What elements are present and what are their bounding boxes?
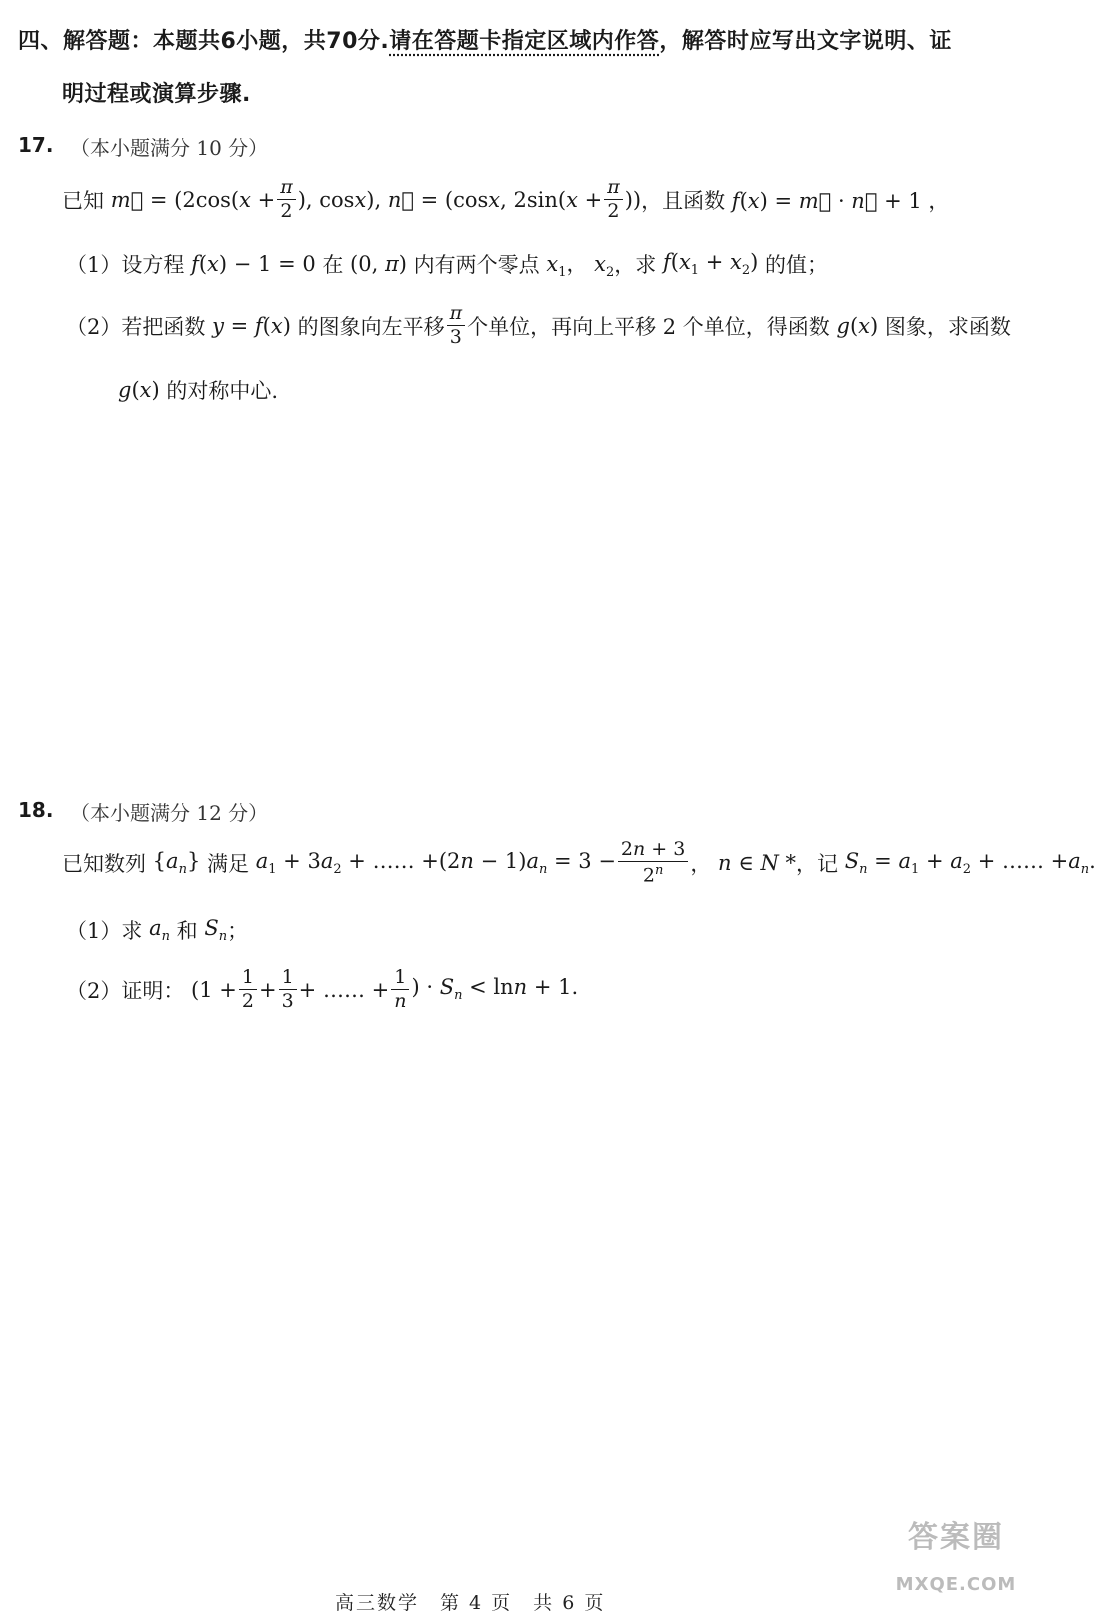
q18-given-prefix: 已知数列 (62, 851, 146, 876)
pi-over-3-fraction: $\frac{\pi}{3}$ (447, 304, 466, 347)
q17-given-suffix: ，且函数 (641, 188, 726, 213)
q17-part2-line2-text: 的对称中心. (166, 379, 279, 403)
q17-score: （本小题满分 10 分） (70, 136, 269, 160)
section-heading-part-b: 请在答题卡指定区域内作答 (389, 29, 660, 54)
q17-part1-label: （1）设方程 (66, 253, 185, 278)
watermark-line1: 答案圈 (908, 1520, 1004, 1555)
q18-given-mid: 满足 (207, 851, 249, 876)
q17-part1-mid2: 内有两个零点 (413, 253, 540, 278)
q17-number: 17. (18, 133, 54, 157)
q18-part1-label: （1）求 (66, 919, 143, 943)
q17-part2-mid1: 的图象向左平移 (297, 314, 445, 339)
q17-part2-mid2: 个单位，再向上平移 2 个单位，得函数 (467, 314, 830, 339)
q17-part1-mid1: 在 (322, 253, 344, 278)
one-over-n-fraction: $\frac{1}{n}$ (391, 968, 409, 1011)
q17-part2-end: 图象，求函数 (884, 314, 1011, 339)
q17-part2-line2: g(x) 的对称中心. (118, 375, 278, 405)
section-heading-part-a: 四、解答题：本题共6小题，共70分. (18, 29, 390, 54)
one-half-fraction: $\frac{1}{2}$ (239, 968, 257, 1011)
q18-score: （本小题满分 12 分） (70, 801, 269, 825)
one-third-fraction: $\frac{1}{3}$ (279, 968, 297, 1011)
watermark-line2: MXQE.COM (895, 1574, 1017, 1595)
watermark (882, 1512, 1030, 1595)
q18-part1-end: ； (227, 919, 249, 943)
q18-number: 18. (18, 798, 54, 822)
q17-part1: （1）设方程 f(x) − 1 = 0 在 (0, π) 内有两个零点 $x_1$， $x_2$ ，求 $f(x_1 + x_2)$ 的值； (66, 250, 829, 281)
q18-given: 已知数列 $\{a_n\}$ 满足 $a_1 + 3a_2$ + …… $+(2n - 1)a_n = 3$ − $\frac{2n + 3}{2^n}$ ， n ∈ N * ，记 $S_n = a_1 + a_2$ + …… $+a_n$. (62, 838, 1096, 887)
q18-part1: （1）求 $a_n$ 和 $S_n$ ； (66, 915, 249, 945)
pi-over-2-fraction: $\frac{\pi}{2}$ (277, 178, 296, 221)
q18-part2: （2）证明： (1 + $\frac{1}{2}$ + $\frac{1}{3}$ + …… + $\frac{1}{n}$ ) · $S_n < \ln n + 1$. (66, 966, 579, 1012)
pi-over-2-fraction-2: $\frac{\pi}{2}$ (604, 178, 623, 221)
q18-given-mid2: ， (690, 851, 712, 876)
sequence-fraction: $\frac{2n + 3}{2^n}$ (618, 840, 688, 885)
q18-part1-and: 和 (176, 919, 198, 943)
q17-given: 已知 m⃗ = (2cos(x + $\frac{\pi}{2}$ ), cosx), n⃗ = (cosx, 2sin(x + $\frac{\pi}{2}$ )) ，且函数 f(x) = m⃗ · n⃗ + 1 ， (62, 176, 950, 222)
q18-given-mid3: ，记 (796, 851, 839, 876)
q18-part2-label: （2）证明： (66, 978, 185, 1003)
q17-part1-end: 的值； (765, 253, 829, 278)
q17-part1-mid3: ，求 (614, 253, 657, 278)
section-heading-part-c: ，解答时应写出文字说明、证 (659, 29, 952, 54)
page-footer: 高三数学 第 4 页 共 6 页 (335, 1592, 606, 1614)
q17-part2: （2）若把函数 y = f(x) 的图象向左平移 $\frac{\pi}{3}$ 个单位，再向上平移 2 个单位，得函数 g(x) 图象，求函数 (66, 302, 1011, 348)
q17-part2-label: （2）若把函数 (66, 314, 206, 339)
q17-given-prefix: 已知 (62, 188, 104, 213)
section-heading-line2: 明过程或演算步骤. (62, 82, 251, 107)
section-heading-line1 (18, 24, 952, 55)
q17-vector-formula: m⃗ = (2cos(x + (110, 187, 276, 212)
